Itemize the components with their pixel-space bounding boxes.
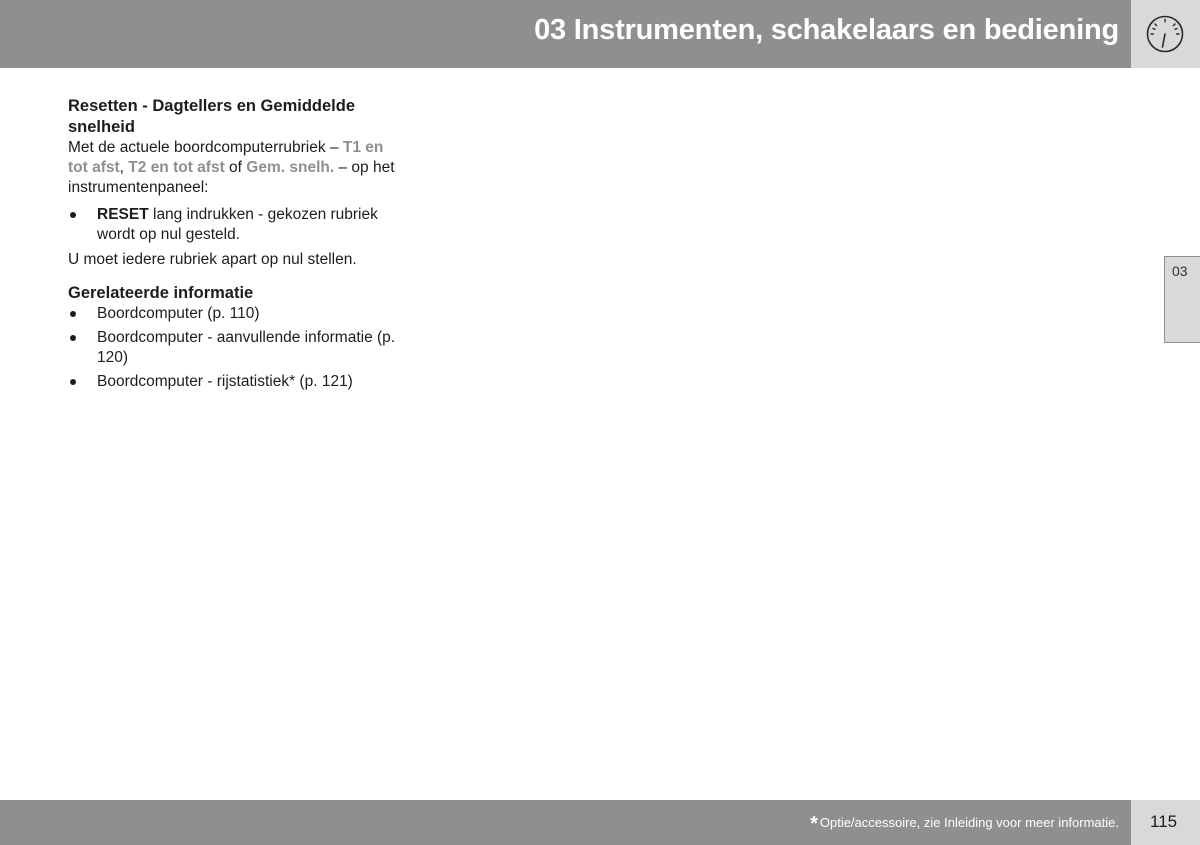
- reset-intro-suffix: – op het instrumentenpaneel:: [68, 159, 395, 196]
- main-content: [68, 96, 398, 396]
- reset-key: RESET: [97, 206, 149, 223]
- chapter-title: 03 Instrumenten, schakelaars en bediening: [534, 14, 1119, 46]
- reset-step-text: lang indrukken - gekozen rubriek wordt op nul gesteld.: [97, 206, 378, 243]
- avg-speed-label: Gem. snelh.: [246, 159, 335, 176]
- reset-intro: [68, 138, 398, 198]
- header-bar: [0, 0, 1131, 68]
- chapter-tab-label: 03: [1172, 263, 1188, 279]
- reset-intro-prefix: Met de actuele boordcomputerrubriek –: [68, 139, 343, 156]
- footer-bar: [0, 800, 1131, 845]
- list-item[interactable]: Boordcomputer (p. 110): [68, 304, 398, 324]
- header-icon-box: [1131, 0, 1200, 68]
- reset-steps: [68, 205, 398, 245]
- list-item[interactable]: Boordcomputer - rijstatistiek* (p. 121): [68, 372, 398, 392]
- trip-t2-label: T2 en tot afst: [128, 159, 225, 176]
- reset-intro-sep2: of: [224, 159, 247, 176]
- reset-intro-sep1: ,: [119, 159, 129, 176]
- section-heading-reset: Resetten - Dagtellers en Gemiddelde snelheid: [68, 97, 356, 136]
- reset-note: U moet iedere rubriek apart op nul stellen.: [68, 251, 357, 268]
- page-number: 115: [1150, 812, 1178, 831]
- section-heading-related: Gerelateerde informatie: [68, 284, 254, 302]
- speedometer-icon: [1145, 14, 1185, 54]
- footnote: [810, 813, 1119, 836]
- footnote-text: Optie/accessoire, zie Inleiding voor meer informatie.: [819, 815, 1119, 830]
- related-links: [68, 304, 398, 392]
- trip-t1-label: T1 en tot afst: [68, 139, 384, 176]
- chapter-tab: [1164, 256, 1200, 343]
- page-number-box: [1131, 800, 1200, 845]
- list-item: [68, 205, 398, 245]
- footnote-star: *: [810, 813, 818, 835]
- list-item[interactable]: Boordcomputer - aanvullende informatie (p. 120): [68, 328, 398, 368]
